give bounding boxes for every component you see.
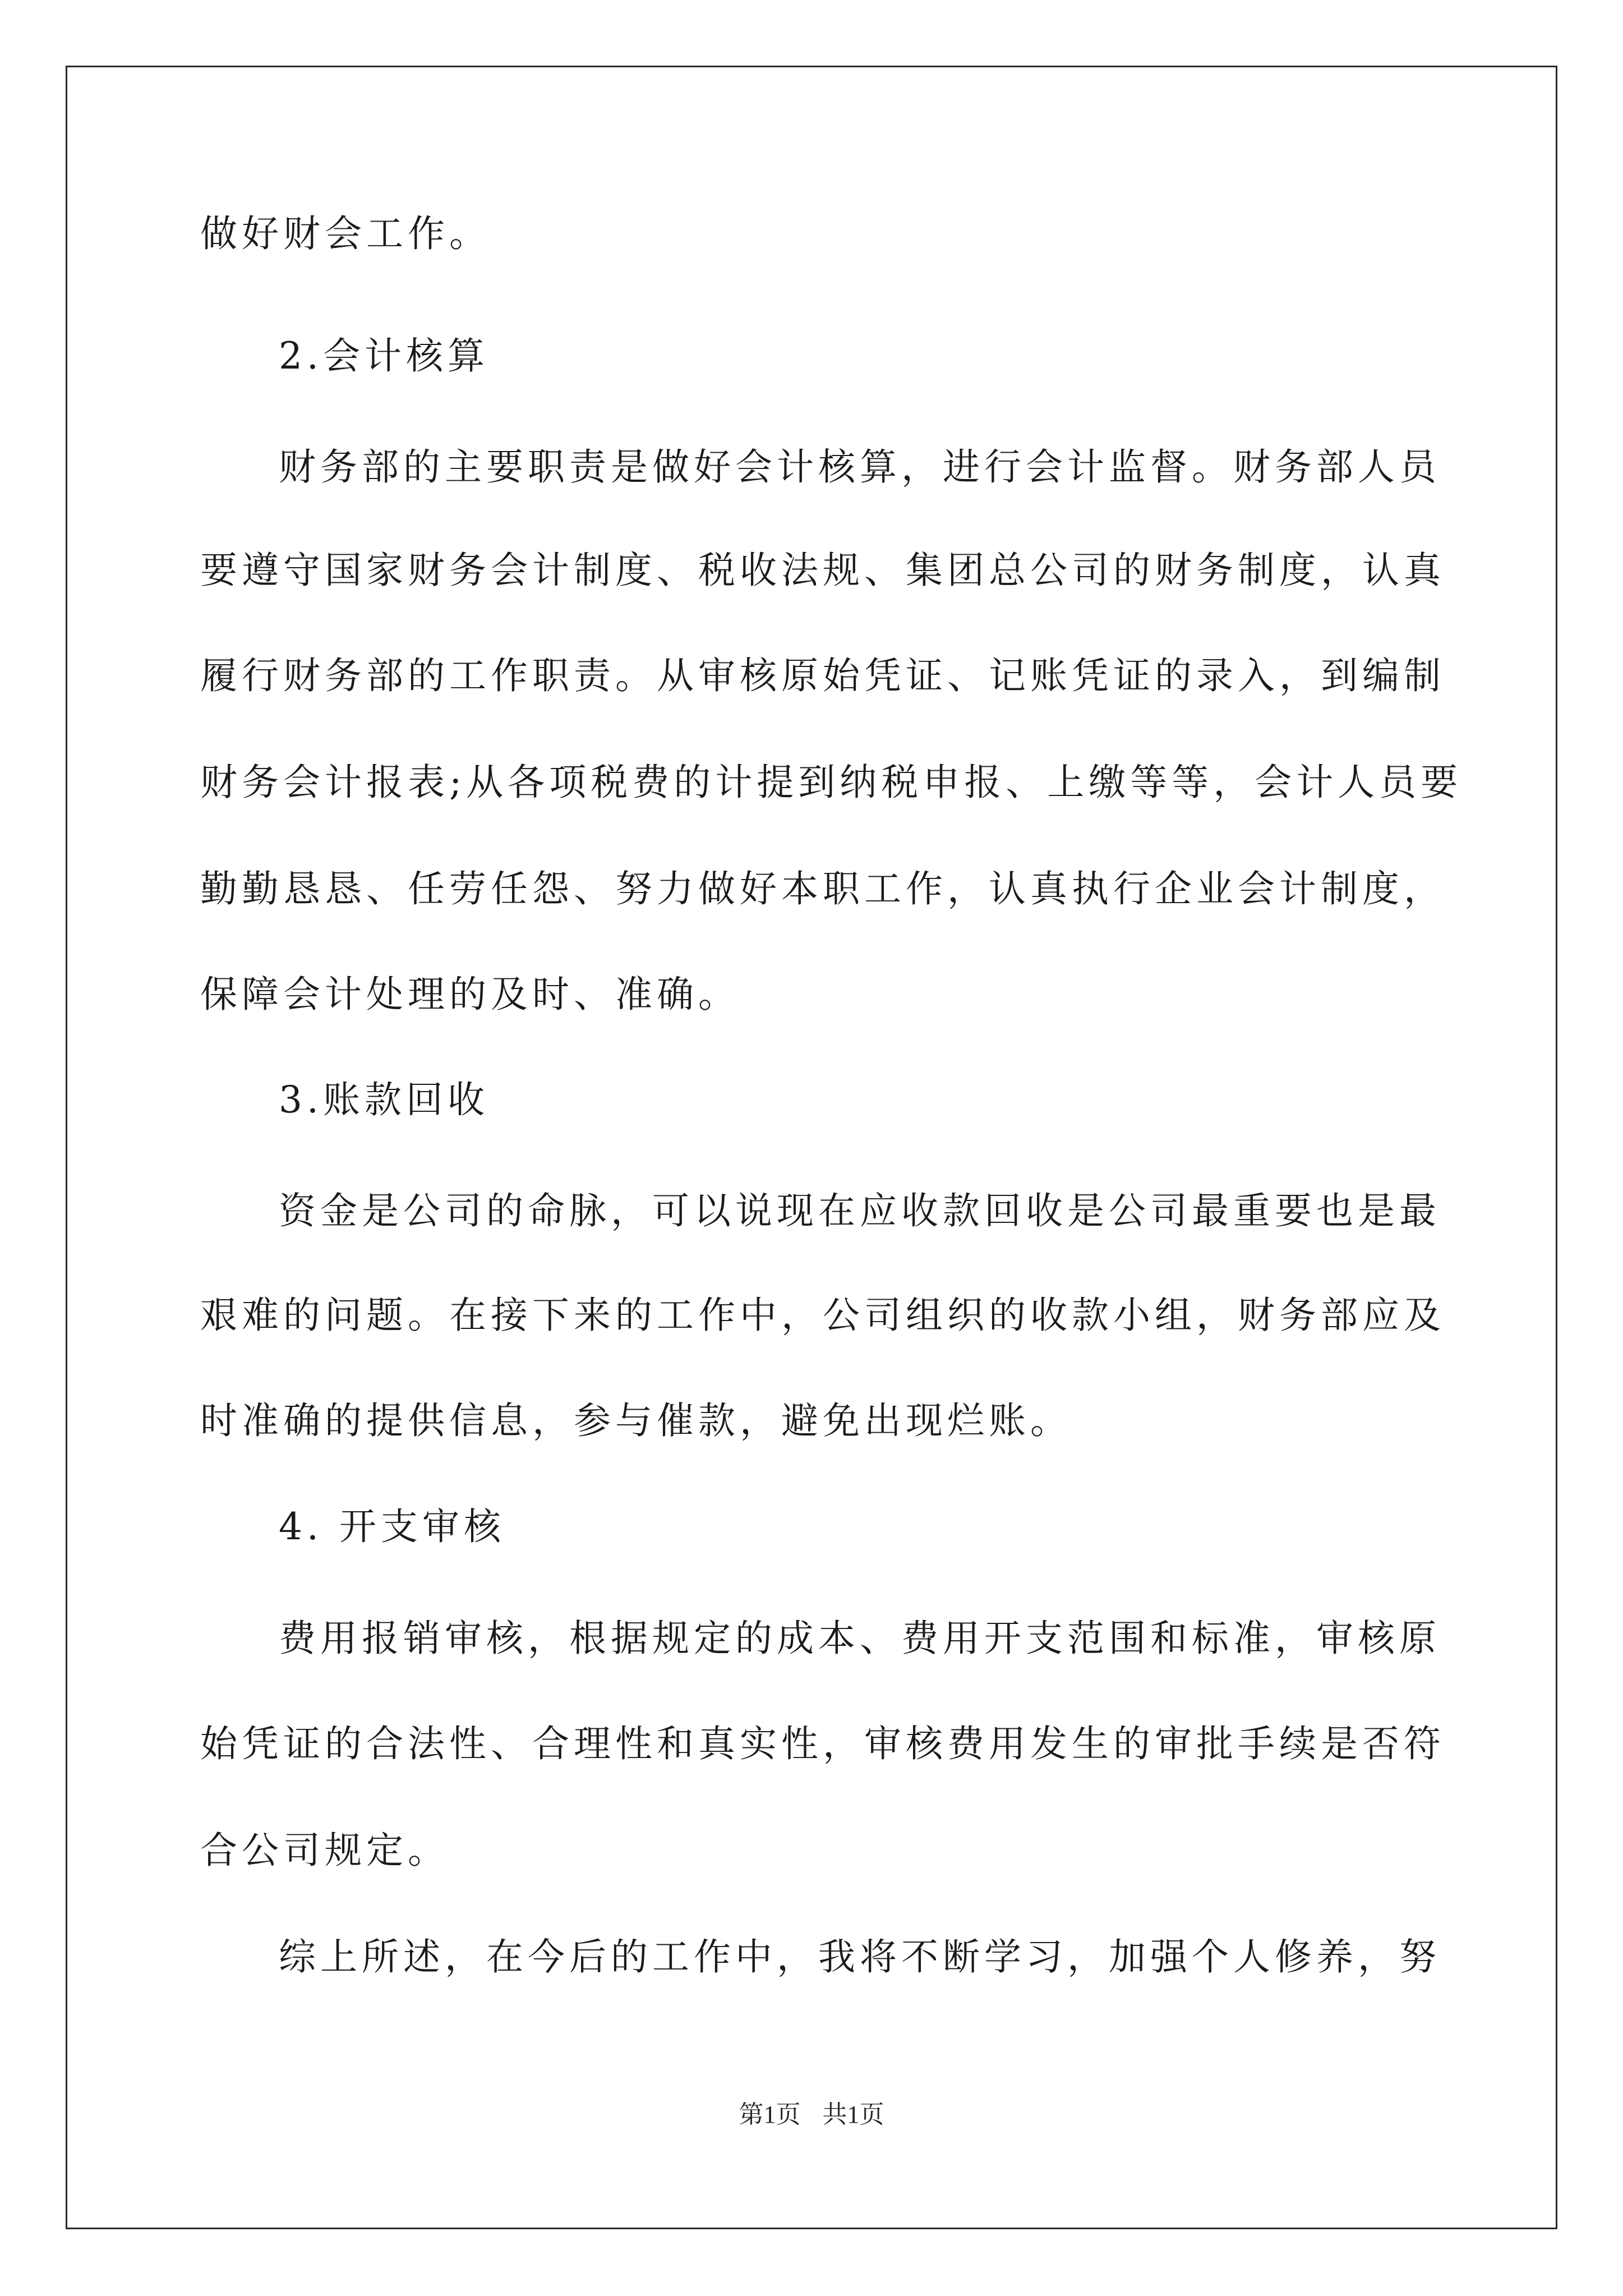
paragraph-line: 要遵守国家财务会计制度、税收法规、集团总公司的财务制度，认真 <box>200 549 1445 592</box>
section-heading-collection: 3.账款回收 <box>279 1078 489 1121</box>
paragraph-line: 履行财务部的工作职责。从审核原始凭证、记账凭证的录入，到编制 <box>200 654 1445 697</box>
paragraph-line: 费用报销审核，根据规定的成本、费用开支范围和标准，审核原 <box>279 1617 1441 1660</box>
paragraph-line: 时准确的提供信息，参与催款，避免出现烂账。 <box>200 1399 1072 1442</box>
paragraph-line: 财务会计报表;从各项税费的计提到纳税申报、上缴等等，会计人员要 <box>200 761 1463 804</box>
paragraph-line: 资金是公司的命脉，可以说现在应收款回收是公司最重要也是最 <box>279 1189 1441 1232</box>
page-number: 第1页 <box>739 2101 801 2128</box>
paragraph-line: 始凭证的合法性、合理性和真实性，审核费用发生的审批手续是否符 <box>200 1722 1445 1765</box>
paragraph-line: 财务部的主要职责是做好会计核算，进行会计监督。财务部人员 <box>279 445 1441 489</box>
paragraph-line: 保障会计处理的及时、准确。 <box>200 973 740 1016</box>
page-total: 共1页 <box>822 2101 884 2128</box>
page-footer <box>0 2098 1623 2132</box>
paragraph-line: 合公司规定。 <box>200 1829 449 1872</box>
paragraph-line: 艰难的问题。在接下来的工作中，公司组织的收款小组，财务部应及 <box>200 1294 1445 1337</box>
section-heading-expense-review: 4. 开支审核 <box>279 1505 505 1548</box>
page-border <box>66 66 1557 2229</box>
paragraph-line: 勤勤恳恳、任劳任怨、努力做好本职工作，认真执行企业会计制度， <box>200 867 1445 910</box>
paragraph-line: 综上所述，在今后的工作中，我将不断学习，加强个人修养，努 <box>279 1935 1441 1978</box>
paragraph-line: 做好财会工作。 <box>200 212 491 255</box>
section-heading-accounting: 2.会计核算 <box>279 334 489 378</box>
